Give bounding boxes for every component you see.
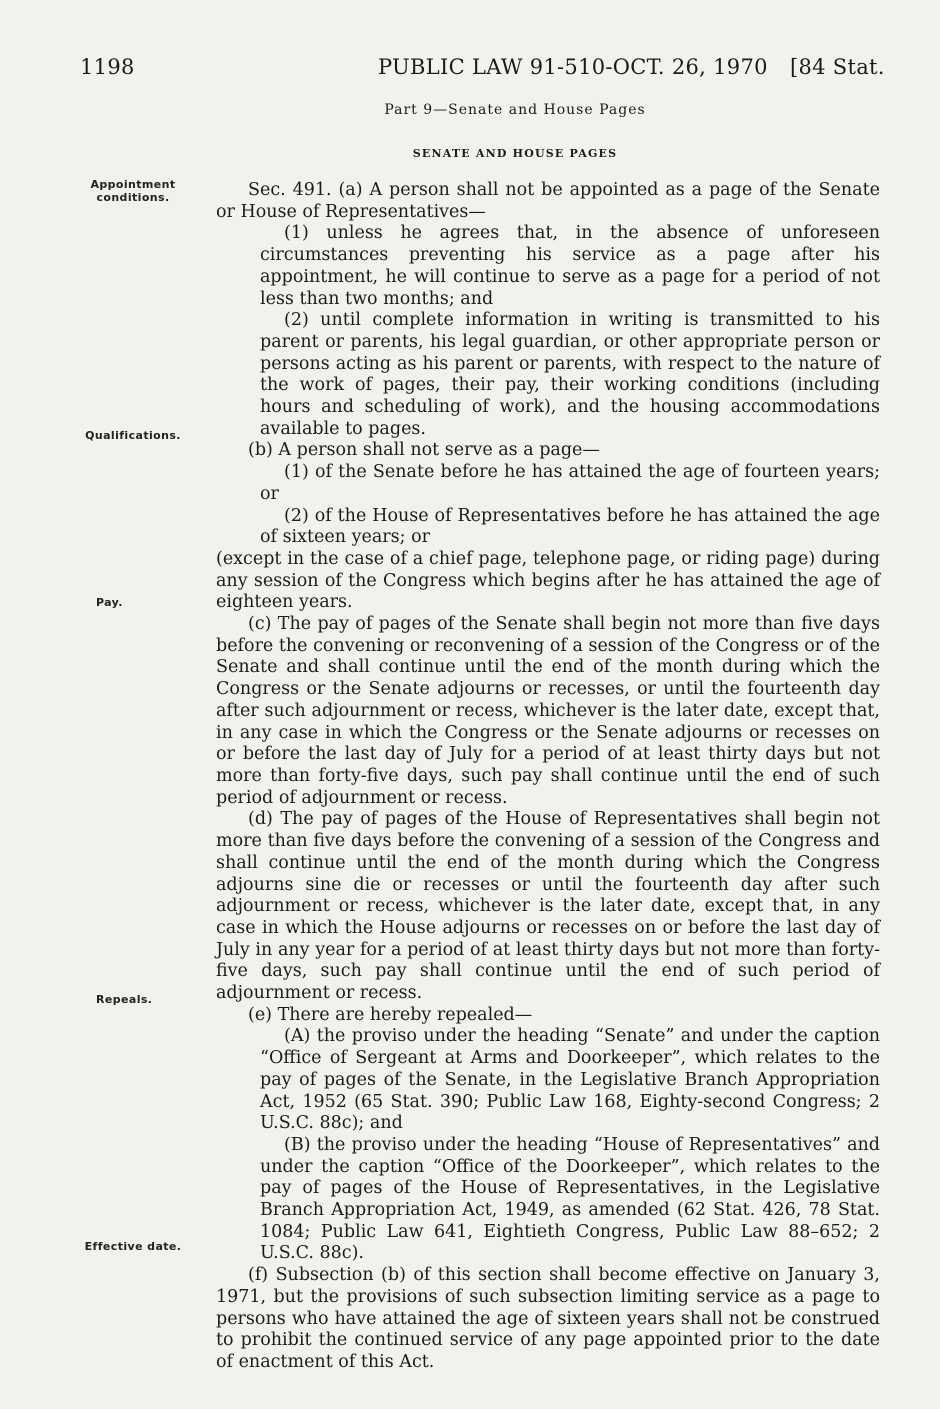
section-491-text	[216, 180, 880, 1374]
margin-note-effective-date: Effective date.	[84, 1240, 182, 1253]
margin-note-line: Appointment	[90, 178, 176, 191]
statute-reference: [84 Stat.	[790, 55, 885, 79]
paragraph-b2: (2) of the House of Representatives before he has attained the age of sixteen years; or	[260, 505, 880, 548]
paragraph-e: (e) There are hereby repealed—	[248, 1004, 533, 1025]
part-heading: Part 9—Senate and House Pages	[384, 102, 646, 118]
page-number: 1198	[80, 55, 135, 79]
margin-note-repeals: Repeals.	[96, 993, 153, 1006]
paragraph-c: (c) The pay of pages of the Senate shall begin not more than five days before the convening or reconvening of a session of the Congress or of the Senate and shall continue until the end of the month during which the Congress or the Senate adjourns or recesses, or until the fourteenth day after such adjournment or recess, whichever is the later date, except that, in any case in which the Congress or the Senate adjourns or recesses on or before the last day of July for a period of at least thirty days but not more than forty-five days, such pay shall continue until the end of such period of adjournment or recess.	[216, 614, 880, 808]
section-subheading: SENATE AND HOUSE PAGES	[412, 147, 618, 160]
paragraph-eB: (B) the proviso under the heading “House of Representatives” and under the caption “Office of the Doorkeeper”, which relates to the pay of pages of the House of Representatives, in the Legislative Branch Appropriation Act, 1949, as amended (62 Stat. 426, 78 Stat. 1084; Public Law 641, Eightieth Congress, Public Law 88–652; 2 U.S.C. 88c).	[260, 1134, 880, 1264]
margin-note-pay: Pay.	[96, 596, 123, 609]
paragraph-f: (f) Subsection (b) of this section shall become effective on January 3, 1971, but the provisions of such subsection limiting service as a page to persons who have attained the age of sixteen years shall not be construed to prohibit the continued service of any page appointed prior to the date of enactment of this Act.	[216, 1265, 880, 1372]
paragraph-a1: (1) unless he agrees that, in the absence of unforeseen circumstances preventing his service as a page after his appointment, he will continue to serve as a page for a period of not less than two months; and	[260, 223, 880, 309]
page-title: PUBLIC LAW 91-510-OCT. 26, 1970	[378, 55, 768, 79]
margin-note-qualifications: Qualifications.	[85, 429, 181, 442]
margin-note-appointment	[78, 178, 188, 204]
paragraph-b: (b) A person shall not serve as a page—	[248, 440, 600, 461]
paragraph-b1: (1) of the Senate before he has attained the age of fourteen years; or	[260, 462, 880, 504]
paragraph-d: (d) The pay of pages of the House of Representatives shall begin not more than five days before the convening of a session of the Congress and shall continue until the end of the month during which the Congress adjourns sine die or recesses or until the fourteenth day after such adjournment or recess, whichever is the later date, except that, in any case in which the House adjourns or recesses on or before the last day of July in any year for a period of at least thirty days but not more than forty-five days, such pay shall continue until the end of such period of adjournment or recess.	[216, 809, 880, 1004]
paragraph-a2: (2) until complete information in writing is transmitted to his parent or parents, his legal guardian, or other appropriate person or persons acting as his parent or parents, with respect to the nature of the work of pages, their pay, their working conditions (including hours and scheduling of work), and the housing accommodations available to pages.	[260, 310, 880, 439]
margin-note-line: conditions.	[96, 191, 170, 204]
paragraph-b-tail: (except in the case of a chief page, telephone page, or riding page) during any session of the Congress which begins after he has attained the age of eighteen years.	[216, 548, 880, 613]
paragraph-a: Sec. 491. (a) A person shall not be appointed as a page of the Senate or House of Representatives—	[216, 180, 880, 222]
paragraph-eA: (A) the proviso under the heading “Senate” and under the caption “Office of Sergeant at Arms and Doorkeeper”, which relates to the pay of pages of the Senate, in the Legislative Branch Appropriation Act, 1952 (65 Stat. 390; Public Law 168, Eighty-second Congress; 2 U.S.C. 88c); and	[260, 1026, 880, 1134]
